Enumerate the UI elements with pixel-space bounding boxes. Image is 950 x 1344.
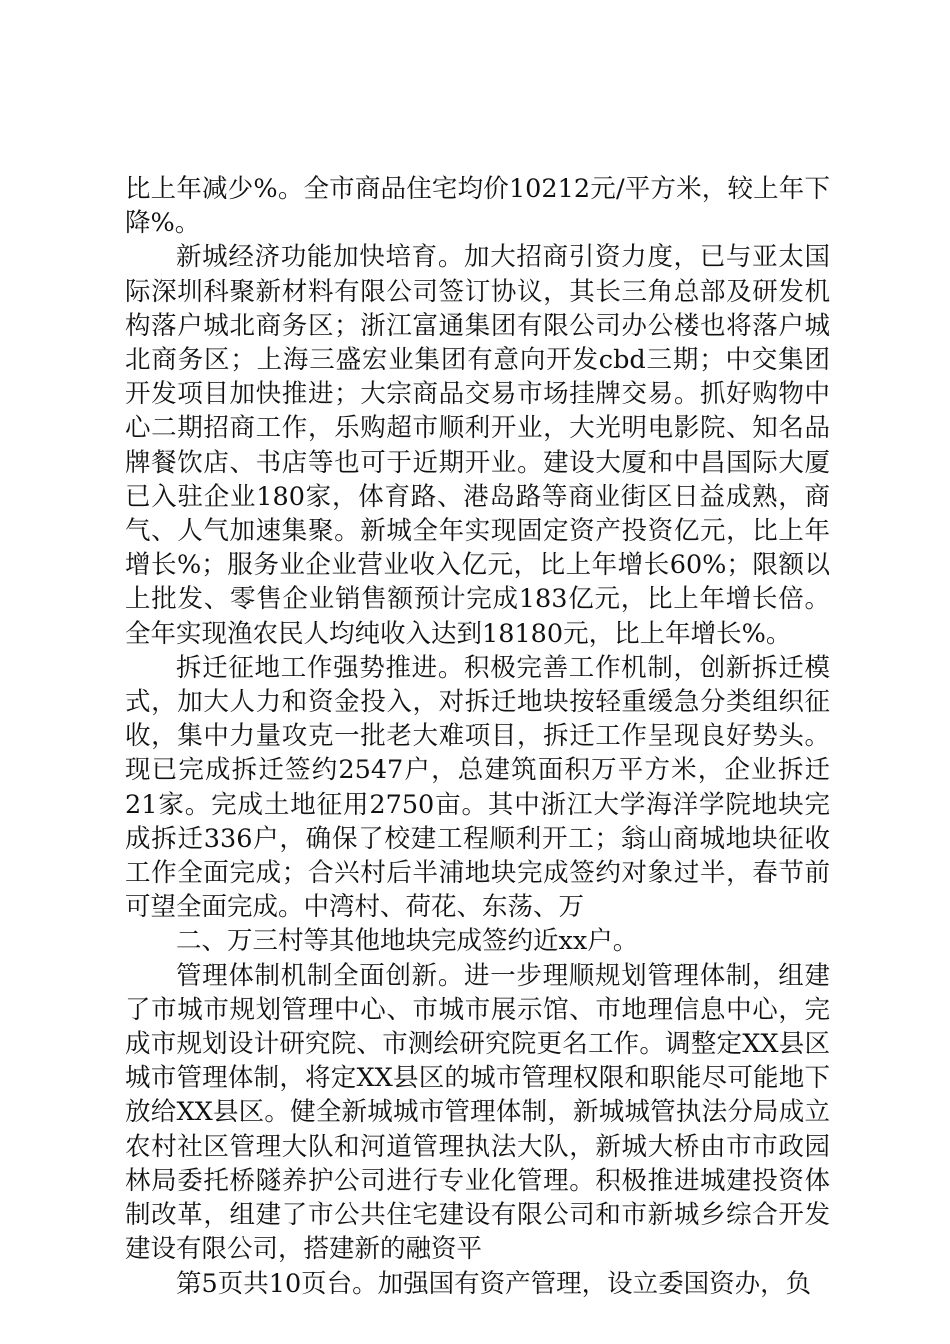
paragraph-continuation: 比上年减少%。全市商品住宅均价10212元/平方米，较上年下降%。	[125, 174, 830, 239]
paragraph-new-city-economy: 新城经济功能加快培育。加大招商引资力度，已与亚太国际深圳科聚新材料有限公司签订协议，其长三角总部及研发机构落户城北商务区；浙江富通集团有限公司办公楼也将落户城北商务区；上海三盛宏业集团有意向开发cbd三期；中交集团开发项目加快推进；大宗商品交易市场挂牌交易。抓好购物中心二期招商工作，乐购超市顺利开业，大光明电影院、知名品牌餐饮店、书店等也可于近期开业。建设大厦和中昌国际大厦已入驻企业180家，体育路、港岛路等商业街区日益成熟，商气、人气加速集聚。新城全年实现固定资产投资亿元，比上年增长%；服务业企业营业收入亿元，比上年增长60%；限额以上批发、零售企业销售额预计完成183亿元，比上年增长倍。全年实现渔农民人均纯收入达到18180元，比上年增长%。	[125, 242, 830, 649]
paragraph-page-footer-line: 第5页共10页台。加强国有资产管理，设立委国资办，负	[176, 1268, 812, 1299]
paragraph-management-system: 管理体制机制全面创新。进一步理顺规划管理体制，组建了市城市规划管理中心、市城市展示馆、市地理信息中心，完成市规划设计研究院、市测绘研究院更名工作。调整定XX县区城市管理体制，将定XX县区的城市管理权限和职能尽可能地下放给XX县区。健全新城城市管理体制，新城城管执法分局成立农村社区管理大队和河道管理执法大队，新城大桥由市市政园林局委托桥隧养护公司进行专业化管理。积极推进城建投资体制改革，组建了市公共住宅建设有限公司和市新城乡综合开发建设有限公司，搭建新的融资平	[125, 960, 830, 1265]
paragraph-demolition-land: 拆迁征地工作强势推进。积极完善工作机制，创新拆迁模式，加大人力和资金投入，对拆迁地块按轻重缓急分类组织征收，集中力量攻克一批老大难项目，拆迁工作呈现良好势头。现已完成拆迁签约2547户，总建筑面积万平方米，企业拆迁21家。完成土地征用2750亩。其中浙江大学海洋学院地块完成拆迁336户，确保了校建工程顺利开工；翁山商城地块征收工作全面完成；合兴村后半浦地块完成签约对象过半，春节前可望全面完成。中湾村、荷花、东荡、万	[125, 652, 830, 923]
paragraph-section-two: 二、万三村等其他地块完成签约近xx户。	[176, 926, 639, 957]
document-body	[125, 172, 830, 1301]
